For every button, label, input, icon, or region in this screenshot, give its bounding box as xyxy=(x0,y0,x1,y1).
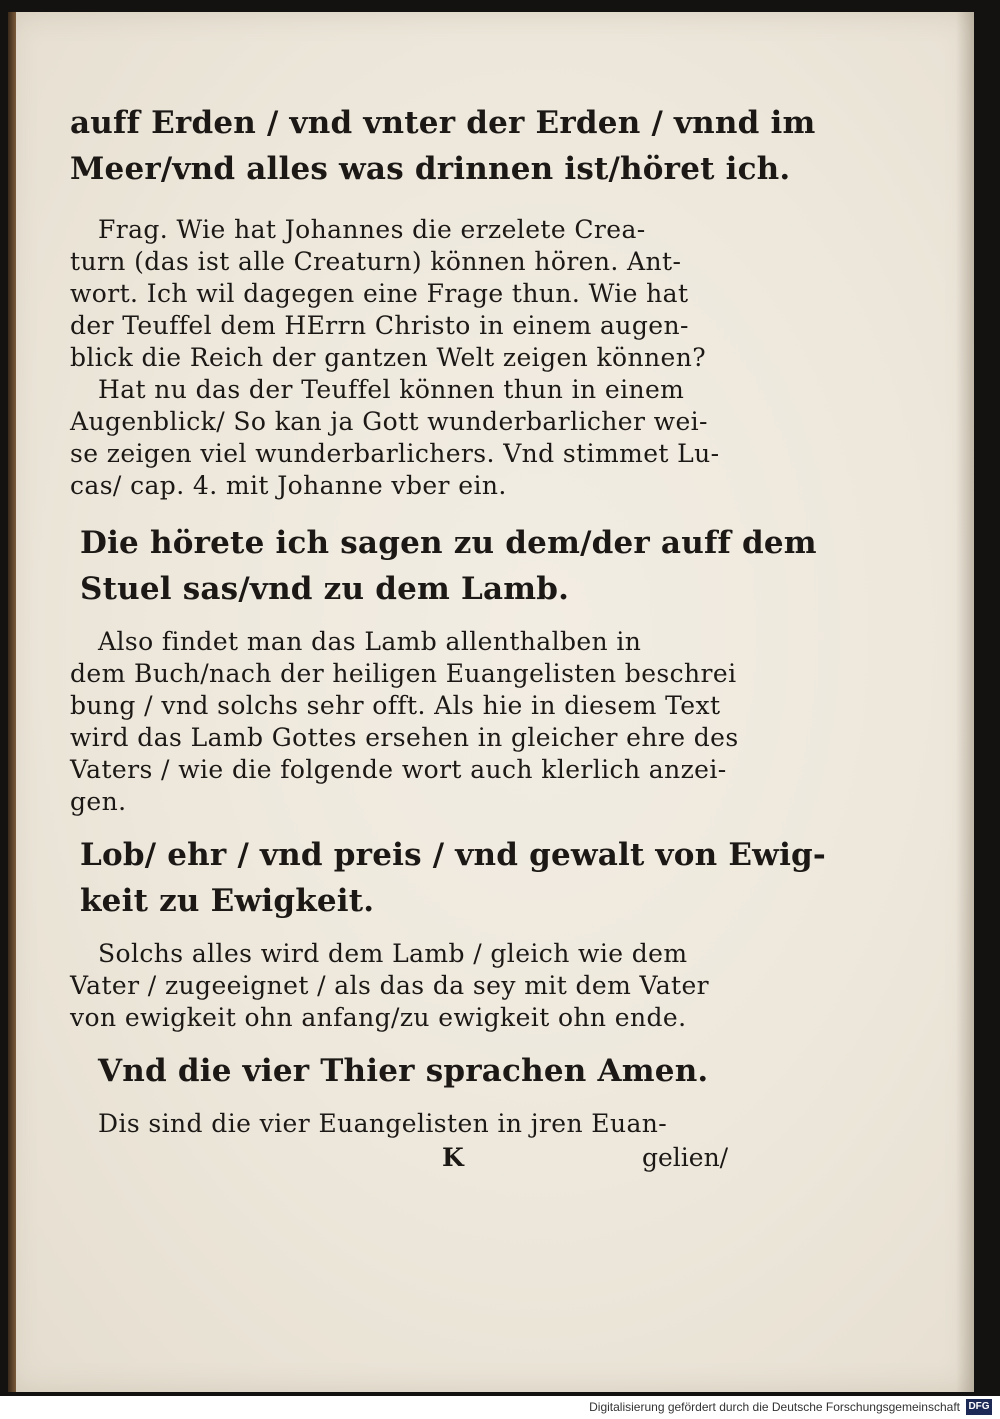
text-line: Lob/ ehr / vnd preis / vnd gewalt von Ewig- xyxy=(80,837,826,873)
text-line: Hat nu das der Teuffel können thun in einem xyxy=(98,375,685,404)
text-line: auff Erden / vnd vnter der Erden / vnnd im xyxy=(70,105,816,141)
catchword: gelien/ xyxy=(642,1143,729,1172)
text-line: se zeigen viel wunderbarlichers. Vnd stimmet Lu- xyxy=(70,439,720,468)
page-foot xyxy=(70,1140,750,1176)
text-line: wird das Lamb Gottes ersehen in gleicher ehre des xyxy=(70,723,739,752)
text-line: Solchs alles wird dem Lamb / gleich wie dem xyxy=(98,939,688,968)
text-line: Stuel sas/vnd zu dem Lamb. xyxy=(80,571,570,607)
dfg-logo-icon: DFG xyxy=(966,1399,992,1415)
digitization-credit-bar xyxy=(0,1396,1000,1419)
text-line: turn (das ist alle Creaturn) können hören. Ant- xyxy=(70,247,682,276)
text-line: Vaters / wie die folgende wort auch klerlich anzei- xyxy=(70,755,727,784)
text-line: blick die Reich der gantzen Welt zeigen können? xyxy=(70,343,707,372)
book-page xyxy=(8,12,974,1392)
text-line: Dis sind die vier Euangelisten in jren Euan- xyxy=(98,1109,668,1138)
page-text xyxy=(70,100,826,1176)
text-line: wort. Ich wil dagegen eine Frage thun. Wie hat xyxy=(70,279,689,308)
text-line: der Teuffel dem HErrn Christo in einem augen- xyxy=(70,311,689,340)
text-line: Frag. Wie hat Johannes die erzelete Crea- xyxy=(98,215,646,244)
text-line: Vater / zugeeignet / als das da sey mit dem Vater xyxy=(70,971,710,1000)
text-line: keit zu Ewigkeit. xyxy=(80,883,375,919)
text-line: Vnd die vier Thier sprachen Amen. xyxy=(98,1053,709,1089)
text-line: dem Buch/nach der heiligen Euangelisten beschrei xyxy=(70,659,737,688)
text-line: cas/ cap. 4. mit Johanne vber ein. xyxy=(70,471,507,500)
text-line: Also findet man das Lamb allenthalben in xyxy=(98,627,642,656)
text-line: Augenblick/ So kan ja Gott wunderbarlicher wei- xyxy=(70,407,708,436)
text-line: gen. xyxy=(70,787,127,816)
text-line: Die hörete ich sagen zu dem/der auff dem xyxy=(80,525,817,561)
signature-mark: K xyxy=(442,1143,464,1172)
text-line: von ewigkeit ohn anfang/zu ewigkeit ohn ende. xyxy=(70,1003,687,1032)
digitization-credit: Digitalisierung gefördert durch die Deutsche Forschungsgemeinschaft xyxy=(589,1400,960,1414)
text-line: bung / vnd solchs sehr offt. Als hie in diesem Text xyxy=(70,691,721,720)
text-line: Meer/vnd alles was drinnen ist/höret ich. xyxy=(70,151,791,187)
book-gutter xyxy=(8,12,16,1392)
